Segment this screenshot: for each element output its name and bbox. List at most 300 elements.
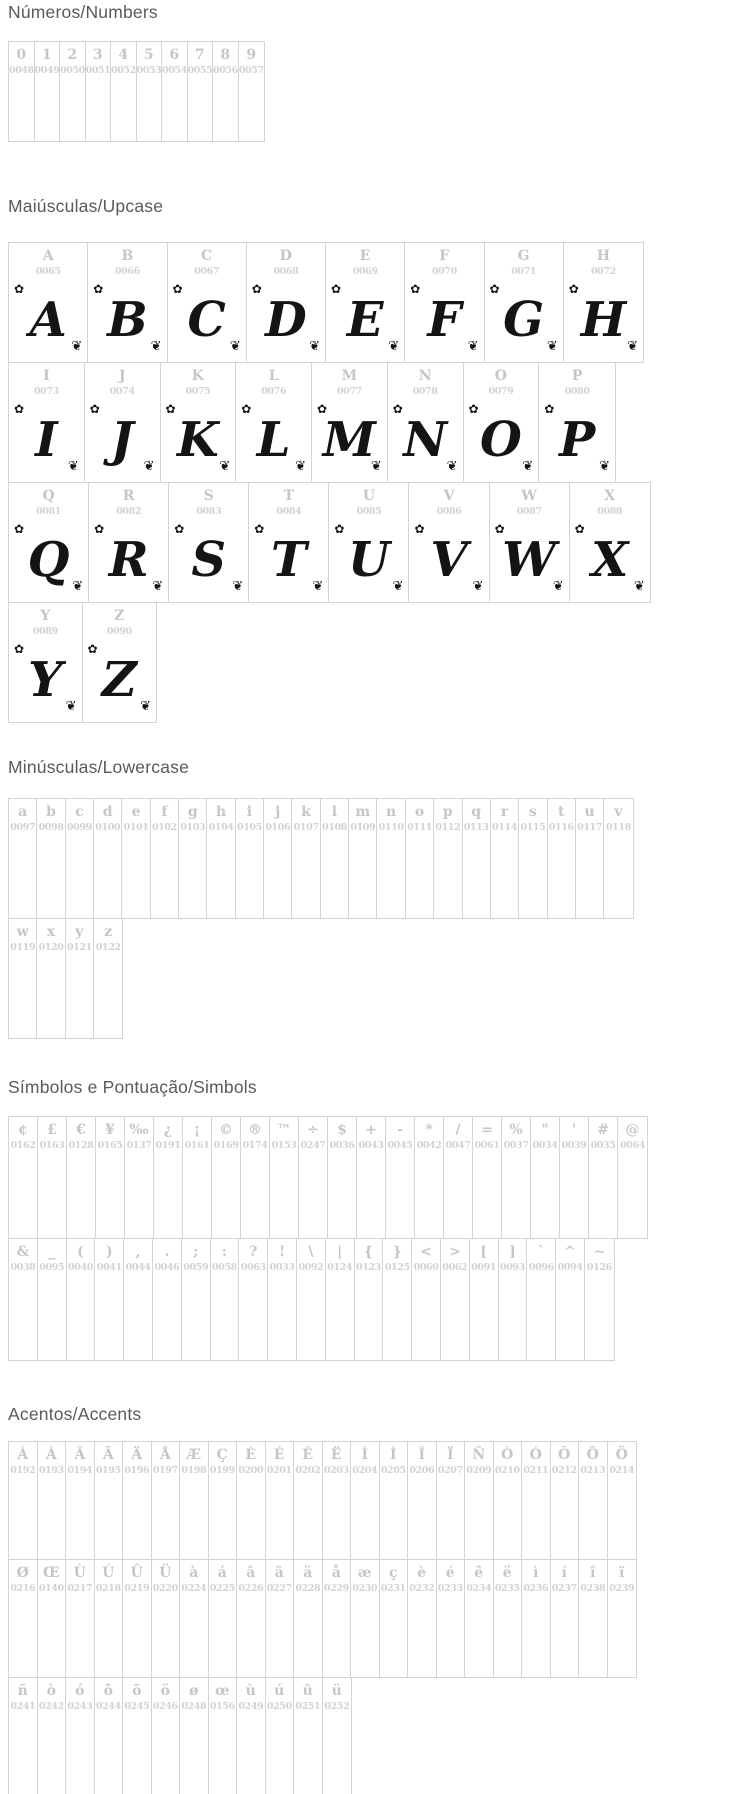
character-label: f bbox=[161, 804, 168, 820]
unicode-code: 0216 bbox=[10, 1583, 36, 1594]
ornate-letter: ✿ D bbox=[265, 292, 307, 348]
ornate-letter: ✿ C bbox=[187, 292, 226, 348]
unicode-code: 0212 bbox=[551, 1465, 577, 1476]
unicode-code: 0162 bbox=[10, 1140, 36, 1151]
unicode-code: 0228 bbox=[295, 1583, 321, 1594]
ornate-glyph-preview bbox=[326, 280, 404, 360]
character-label: ( bbox=[77, 1244, 84, 1260]
character-label: £ bbox=[47, 1122, 57, 1138]
character-label: Ã bbox=[102, 1447, 114, 1463]
character-label: t bbox=[557, 804, 565, 820]
unicode-code: 0233 bbox=[437, 1583, 463, 1594]
char-cell-0077 bbox=[312, 363, 388, 482]
numbers-row-1 bbox=[8, 41, 265, 142]
character-label: a bbox=[18, 804, 28, 820]
char-cell-0040 bbox=[67, 1239, 96, 1360]
char-cell-0212 bbox=[551, 1442, 580, 1559]
character-label: H bbox=[596, 248, 610, 264]
char-cell-0128 bbox=[67, 1117, 96, 1238]
character-label: ø bbox=[189, 1683, 199, 1699]
uppercase-row-2 bbox=[8, 362, 616, 483]
character-label: Ì bbox=[361, 1447, 369, 1463]
character-label: > bbox=[448, 1244, 461, 1260]
ornate-letter: ✿ U bbox=[347, 532, 390, 588]
ornate-glyph-preview bbox=[89, 520, 168, 600]
character-label: 9 bbox=[246, 47, 257, 63]
unicode-code: 0089 bbox=[32, 626, 58, 637]
char-cell-0234 bbox=[465, 1560, 494, 1677]
character-label: $ bbox=[337, 1122, 347, 1138]
char-cell-0229 bbox=[323, 1560, 352, 1677]
unicode-code: 0095 bbox=[39, 1262, 65, 1273]
character-label: ë bbox=[502, 1565, 512, 1581]
character-label: g bbox=[187, 804, 198, 820]
char-cell-0033 bbox=[268, 1239, 297, 1360]
unicode-code: 0061 bbox=[474, 1140, 500, 1151]
character-label: é bbox=[445, 1565, 455, 1581]
unicode-code: 0203 bbox=[323, 1465, 349, 1476]
unicode-code: 0065 bbox=[35, 266, 61, 277]
char-cell-0237 bbox=[551, 1560, 580, 1677]
char-cell-0233 bbox=[437, 1560, 466, 1677]
char-cell-0089 bbox=[9, 603, 83, 722]
character-label: % bbox=[509, 1122, 523, 1138]
char-cell-0124 bbox=[326, 1239, 355, 1360]
unicode-code: 0103 bbox=[180, 822, 206, 833]
unicode-code: 0044 bbox=[125, 1262, 151, 1273]
unicode-code: 0107 bbox=[293, 822, 319, 833]
ornate-letter: ✿ M bbox=[322, 412, 376, 468]
unicode-code: 0078 bbox=[412, 386, 438, 397]
unicode-code: 0084 bbox=[276, 506, 302, 517]
char-cell-0071 bbox=[485, 243, 564, 362]
character-label: s bbox=[528, 804, 537, 820]
ornate-letter: ✿ B bbox=[107, 292, 148, 348]
char-cell-0204 bbox=[351, 1442, 380, 1559]
character-label: Ø bbox=[16, 1565, 29, 1581]
character-label: ó bbox=[75, 1683, 85, 1699]
char-cell-0194 bbox=[66, 1442, 95, 1559]
unicode-code: 0093 bbox=[500, 1262, 525, 1273]
unicode-code: 0058 bbox=[212, 1262, 237, 1273]
char-cell-0169 bbox=[212, 1117, 241, 1238]
char-cell-0226 bbox=[237, 1560, 266, 1677]
unicode-code: 0091 bbox=[471, 1262, 497, 1273]
ornate-glyph-preview bbox=[247, 280, 325, 360]
char-cell-0161 bbox=[183, 1117, 212, 1238]
character-label: . bbox=[164, 1244, 170, 1260]
accents-table bbox=[8, 1441, 637, 1794]
unicode-code: 0250 bbox=[266, 1701, 292, 1712]
unicode-code: 0055 bbox=[187, 65, 213, 76]
char-cell-0195 bbox=[95, 1442, 124, 1559]
unicode-code: 0112 bbox=[435, 822, 461, 833]
unicode-code: 0036 bbox=[329, 1140, 355, 1151]
unicode-code: 0122 bbox=[95, 942, 121, 953]
section-title-lowercase: Minúsculas/Lowercase bbox=[8, 757, 190, 777]
character-label: Œ bbox=[42, 1565, 60, 1581]
unicode-code: 0109 bbox=[350, 822, 376, 833]
char-cell-0199 bbox=[209, 1442, 238, 1559]
char-cell-0063 bbox=[239, 1239, 268, 1360]
unicode-code: 0097 bbox=[10, 822, 36, 833]
unicode-code: 0114 bbox=[492, 822, 517, 833]
char-cell-0248 bbox=[180, 1678, 209, 1794]
character-label: K bbox=[191, 368, 204, 384]
character-label: ™ bbox=[277, 1122, 291, 1138]
unicode-code: 0035 bbox=[590, 1140, 616, 1151]
unicode-code: 0140 bbox=[38, 1583, 64, 1594]
unicode-code: 0071 bbox=[511, 266, 537, 277]
character-label: x bbox=[46, 924, 56, 940]
char-cell-0236 bbox=[522, 1560, 551, 1677]
character-label: ô bbox=[103, 1683, 113, 1699]
char-cell-0069 bbox=[326, 243, 405, 362]
character-label: L bbox=[268, 368, 279, 384]
section-title-numbers: Números/Numbers bbox=[8, 2, 158, 22]
unicode-code: 0034 bbox=[532, 1140, 558, 1151]
char-cell-0054 bbox=[162, 42, 188, 141]
char-cell-0217 bbox=[66, 1560, 95, 1677]
unicode-code: 0207 bbox=[437, 1465, 463, 1476]
unicode-code: 0198 bbox=[181, 1465, 207, 1476]
char-cell-0050 bbox=[60, 42, 86, 141]
unicode-code: 0242 bbox=[38, 1701, 64, 1712]
character-label: 1 bbox=[41, 47, 52, 63]
unicode-code: 0069 bbox=[352, 266, 378, 277]
character-label: 4 bbox=[118, 47, 129, 63]
lowercase-row-2 bbox=[8, 918, 123, 1039]
character-label: n bbox=[386, 804, 397, 820]
unicode-code: 0224 bbox=[181, 1583, 207, 1594]
character-label: - bbox=[397, 1122, 403, 1138]
ornate-letter: ✿ Y bbox=[28, 652, 63, 708]
char-cell-0051 bbox=[86, 42, 112, 141]
unicode-code: 0054 bbox=[162, 65, 187, 76]
char-cell-0084 bbox=[249, 483, 329, 602]
char-cell-0086 bbox=[409, 483, 489, 602]
character-label: J bbox=[118, 368, 126, 384]
character-label: c bbox=[75, 804, 84, 820]
unicode-code: 0092 bbox=[298, 1262, 324, 1273]
char-cell-0232 bbox=[408, 1560, 437, 1677]
char-cell-0206 bbox=[408, 1442, 437, 1559]
character-label: ã bbox=[274, 1565, 284, 1581]
unicode-code: 0046 bbox=[154, 1262, 180, 1273]
char-cell-0228 bbox=[294, 1560, 323, 1677]
unicode-code: 0196 bbox=[124, 1465, 150, 1476]
character-label: B bbox=[121, 248, 134, 264]
unicode-code: 0123 bbox=[356, 1262, 381, 1273]
unicode-code: 0033 bbox=[269, 1262, 295, 1273]
character-label: Ê bbox=[302, 1447, 314, 1463]
char-cell-0116 bbox=[548, 799, 576, 918]
char-cell-0057 bbox=[239, 42, 265, 141]
character-label: V bbox=[443, 488, 455, 504]
character-label: ` bbox=[537, 1244, 545, 1260]
char-cell-0200 bbox=[237, 1442, 266, 1559]
char-cell-0210 bbox=[494, 1442, 523, 1559]
char-cell-0083 bbox=[169, 483, 249, 602]
char-cell-0117 bbox=[576, 799, 604, 918]
char-cell-0245 bbox=[123, 1678, 152, 1794]
char-cell-0045 bbox=[386, 1117, 415, 1238]
char-cell-0094 bbox=[556, 1239, 585, 1360]
unicode-code: 0057 bbox=[238, 65, 264, 76]
unicode-code: 0202 bbox=[295, 1465, 321, 1476]
char-cell-0249 bbox=[237, 1678, 266, 1794]
unicode-code: 0038 bbox=[10, 1262, 36, 1273]
accents-row-2 bbox=[8, 1559, 637, 1678]
section-title-uppercase: Maiúsculas/Upcase bbox=[8, 196, 164, 216]
unicode-code: 0238 bbox=[580, 1583, 606, 1594]
unicode-code: 0041 bbox=[96, 1262, 122, 1273]
ornate-letter: ✿ H bbox=[580, 292, 627, 348]
unicode-code: 0076 bbox=[261, 386, 287, 397]
section-title-accents: Acentos/Accents bbox=[8, 1404, 142, 1424]
unicode-code: 0205 bbox=[380, 1465, 406, 1476]
character-label: { bbox=[363, 1244, 373, 1260]
char-cell-0093 bbox=[499, 1239, 528, 1360]
character-label: v bbox=[614, 804, 623, 820]
unicode-code: 0153 bbox=[271, 1140, 297, 1151]
unicode-code: 0244 bbox=[95, 1701, 121, 1712]
character-label: ‰ bbox=[129, 1122, 149, 1138]
char-cell-0224 bbox=[180, 1560, 209, 1677]
character-label: I bbox=[43, 368, 50, 384]
ornate-glyph-preview bbox=[236, 400, 311, 480]
char-cell-0197 bbox=[152, 1442, 181, 1559]
unicode-code: 0174 bbox=[242, 1140, 268, 1151]
unicode-code: 0052 bbox=[111, 65, 136, 76]
unicode-code: 0128 bbox=[68, 1140, 94, 1151]
ornate-glyph-preview bbox=[83, 640, 157, 720]
ornate-glyph-preview bbox=[312, 400, 387, 480]
unicode-code: 0246 bbox=[152, 1701, 178, 1712]
unicode-code: 0234 bbox=[466, 1583, 492, 1594]
char-cell-0105 bbox=[236, 799, 264, 918]
unicode-code: 0219 bbox=[124, 1583, 150, 1594]
unicode-code: 0045 bbox=[387, 1140, 413, 1151]
character-label: @ bbox=[625, 1122, 640, 1138]
char-cell-0099 bbox=[66, 799, 94, 918]
unicode-code: 0100 bbox=[95, 822, 121, 833]
char-cell-0104 bbox=[207, 799, 235, 918]
char-cell-0067 bbox=[168, 243, 247, 362]
ornate-letter: ✿ W bbox=[502, 532, 557, 588]
char-cell-0034 bbox=[531, 1117, 560, 1238]
char-cell-0044 bbox=[124, 1239, 153, 1360]
char-cell-0118 bbox=[604, 799, 632, 918]
ornate-glyph-preview bbox=[9, 640, 82, 720]
char-cell-0192 bbox=[9, 1442, 38, 1559]
lowercase-row-1 bbox=[8, 798, 634, 919]
character-label: o bbox=[414, 804, 425, 820]
char-cell-0039 bbox=[560, 1117, 589, 1238]
character-label: r bbox=[500, 804, 509, 820]
unicode-code: 0108 bbox=[322, 822, 347, 833]
char-cell-0097 bbox=[9, 799, 37, 918]
unicode-code: 0105 bbox=[237, 822, 262, 833]
char-cell-0052 bbox=[111, 42, 137, 141]
unicode-code: 0087 bbox=[516, 506, 542, 517]
character-label: Z bbox=[114, 608, 125, 624]
char-cell-0122 bbox=[94, 919, 122, 1038]
ornate-letter: ✿ F bbox=[427, 292, 462, 348]
character-label: 8 bbox=[220, 47, 231, 63]
char-cell-0211 bbox=[522, 1442, 551, 1559]
character-label: l bbox=[331, 804, 338, 820]
character-label: ê bbox=[474, 1565, 484, 1581]
char-cell-0109 bbox=[349, 799, 377, 918]
unicode-code: 0049 bbox=[34, 65, 60, 76]
character-label: ? bbox=[249, 1244, 258, 1260]
character-label: Ä bbox=[131, 1447, 143, 1463]
ornate-letter: ✿ E bbox=[346, 292, 384, 348]
ornate-glyph-preview bbox=[85, 400, 160, 480]
character-label: ~ bbox=[593, 1244, 606, 1260]
unicode-code: 0118 bbox=[605, 822, 631, 833]
character-label: ò bbox=[46, 1683, 56, 1699]
ornate-glyph-preview bbox=[539, 400, 615, 480]
unicode-code: 0070 bbox=[431, 266, 457, 277]
character-label: j bbox=[275, 804, 281, 820]
char-cell-0252 bbox=[323, 1678, 352, 1794]
char-cell-0081 bbox=[9, 483, 89, 602]
character-label: ú bbox=[274, 1683, 285, 1699]
section-title-symbols: Símbolos e Pontuação/Simbols bbox=[8, 1077, 257, 1097]
char-cell-0230 bbox=[351, 1560, 380, 1677]
unicode-code: 0067 bbox=[194, 266, 220, 277]
unicode-code: 0082 bbox=[116, 506, 142, 517]
ornate-letter: ✿ O bbox=[479, 412, 522, 468]
character-label: ¥ bbox=[105, 1122, 115, 1138]
character-label: S bbox=[203, 488, 214, 504]
character-label: + bbox=[365, 1122, 377, 1138]
char-cell-0080 bbox=[539, 363, 615, 482]
char-cell-0035 bbox=[589, 1117, 618, 1238]
character-label: Û bbox=[130, 1565, 143, 1581]
unicode-code: 0086 bbox=[436, 506, 462, 517]
ornate-letter: ✿ A bbox=[29, 292, 67, 348]
ornate-glyph-preview bbox=[168, 280, 246, 360]
char-cell-0064 bbox=[618, 1117, 647, 1238]
char-cell-0074 bbox=[85, 363, 161, 482]
character-label: è bbox=[417, 1565, 427, 1581]
character-label: ® bbox=[248, 1122, 262, 1138]
char-cell-0110 bbox=[377, 799, 405, 918]
unicode-code: 0192 bbox=[10, 1465, 36, 1476]
character-label: Ò bbox=[501, 1447, 514, 1463]
character-label: Ó bbox=[529, 1447, 542, 1463]
char-cell-0119 bbox=[9, 919, 37, 1038]
char-cell-0068 bbox=[247, 243, 326, 362]
unicode-code: 0080 bbox=[564, 386, 590, 397]
char-cell-0072 bbox=[564, 243, 643, 362]
unicode-code: 0161 bbox=[184, 1140, 210, 1151]
char-cell-0121 bbox=[66, 919, 94, 1038]
ornate-letter: ✿ Z bbox=[101, 652, 137, 708]
character-label: ¿ bbox=[163, 1122, 173, 1138]
unicode-code: 0094 bbox=[557, 1262, 583, 1273]
unicode-code: 0043 bbox=[358, 1140, 384, 1151]
unicode-code: 0074 bbox=[109, 386, 135, 397]
unicode-code: 0194 bbox=[67, 1465, 93, 1476]
character-label: 3 bbox=[92, 47, 103, 63]
char-cell-0235 bbox=[494, 1560, 523, 1677]
unicode-code: 0073 bbox=[33, 386, 59, 397]
unicode-code: 0217 bbox=[67, 1583, 93, 1594]
ornate-glyph-preview bbox=[169, 520, 248, 600]
character-label: Õ bbox=[586, 1447, 599, 1463]
character-label: E bbox=[359, 248, 371, 264]
ornate-letter: ✿ I bbox=[35, 412, 58, 468]
unicode-code: 0226 bbox=[238, 1583, 264, 1594]
char-cell-0059 bbox=[182, 1239, 211, 1360]
ornate-glyph-preview bbox=[490, 520, 569, 600]
character-label: í bbox=[561, 1565, 567, 1581]
char-cell-0070 bbox=[405, 243, 484, 362]
char-cell-0078 bbox=[388, 363, 464, 482]
char-cell-0043 bbox=[357, 1117, 386, 1238]
character-label: ä bbox=[303, 1565, 313, 1581]
unicode-code: 0126 bbox=[586, 1262, 612, 1273]
character-label: û bbox=[302, 1683, 313, 1699]
unicode-code: 0083 bbox=[196, 506, 222, 517]
character-label: z bbox=[104, 924, 113, 940]
char-cell-0111 bbox=[406, 799, 434, 918]
unicode-code: 0053 bbox=[136, 65, 162, 76]
character-label: â bbox=[246, 1565, 256, 1581]
unicode-code: 0236 bbox=[523, 1583, 549, 1594]
unicode-code: 0051 bbox=[85, 65, 111, 76]
char-cell-0060 bbox=[412, 1239, 441, 1360]
char-cell-0239 bbox=[608, 1560, 637, 1677]
char-cell-0073 bbox=[9, 363, 85, 482]
character-label: D bbox=[279, 248, 292, 264]
unicode-code: 0200 bbox=[238, 1465, 264, 1476]
symbols-row-1 bbox=[8, 1116, 648, 1239]
char-cell-0087 bbox=[490, 483, 570, 602]
char-cell-0065 bbox=[9, 243, 88, 362]
char-cell-0066 bbox=[88, 243, 167, 362]
unicode-code: 0056 bbox=[213, 65, 238, 76]
character-label: P bbox=[571, 368, 583, 384]
character-label: R bbox=[122, 488, 135, 504]
char-cell-0075 bbox=[161, 363, 237, 482]
char-cell-0108 bbox=[321, 799, 349, 918]
character-label: / bbox=[455, 1122, 461, 1138]
ornate-letter: ✿ P bbox=[559, 412, 596, 468]
character-label: ù bbox=[245, 1683, 256, 1699]
char-cell-0082 bbox=[89, 483, 169, 602]
unicode-code: 0165 bbox=[97, 1140, 123, 1151]
char-cell-0042 bbox=[415, 1117, 444, 1238]
char-cell-0125 bbox=[383, 1239, 412, 1360]
character-label: < bbox=[420, 1244, 432, 1260]
unicode-code: 0232 bbox=[409, 1583, 435, 1594]
character-label: T bbox=[283, 488, 295, 504]
unicode-code: 0251 bbox=[295, 1701, 321, 1712]
char-cell-0216 bbox=[9, 1560, 38, 1677]
unicode-code: 0059 bbox=[183, 1262, 209, 1273]
char-cell-0227 bbox=[266, 1560, 295, 1677]
character-label: 5 bbox=[143, 47, 154, 63]
char-cell-0049 bbox=[35, 42, 61, 141]
char-cell-0174 bbox=[241, 1117, 270, 1238]
ornate-glyph-preview bbox=[249, 520, 328, 600]
character-label: õ bbox=[132, 1683, 142, 1699]
